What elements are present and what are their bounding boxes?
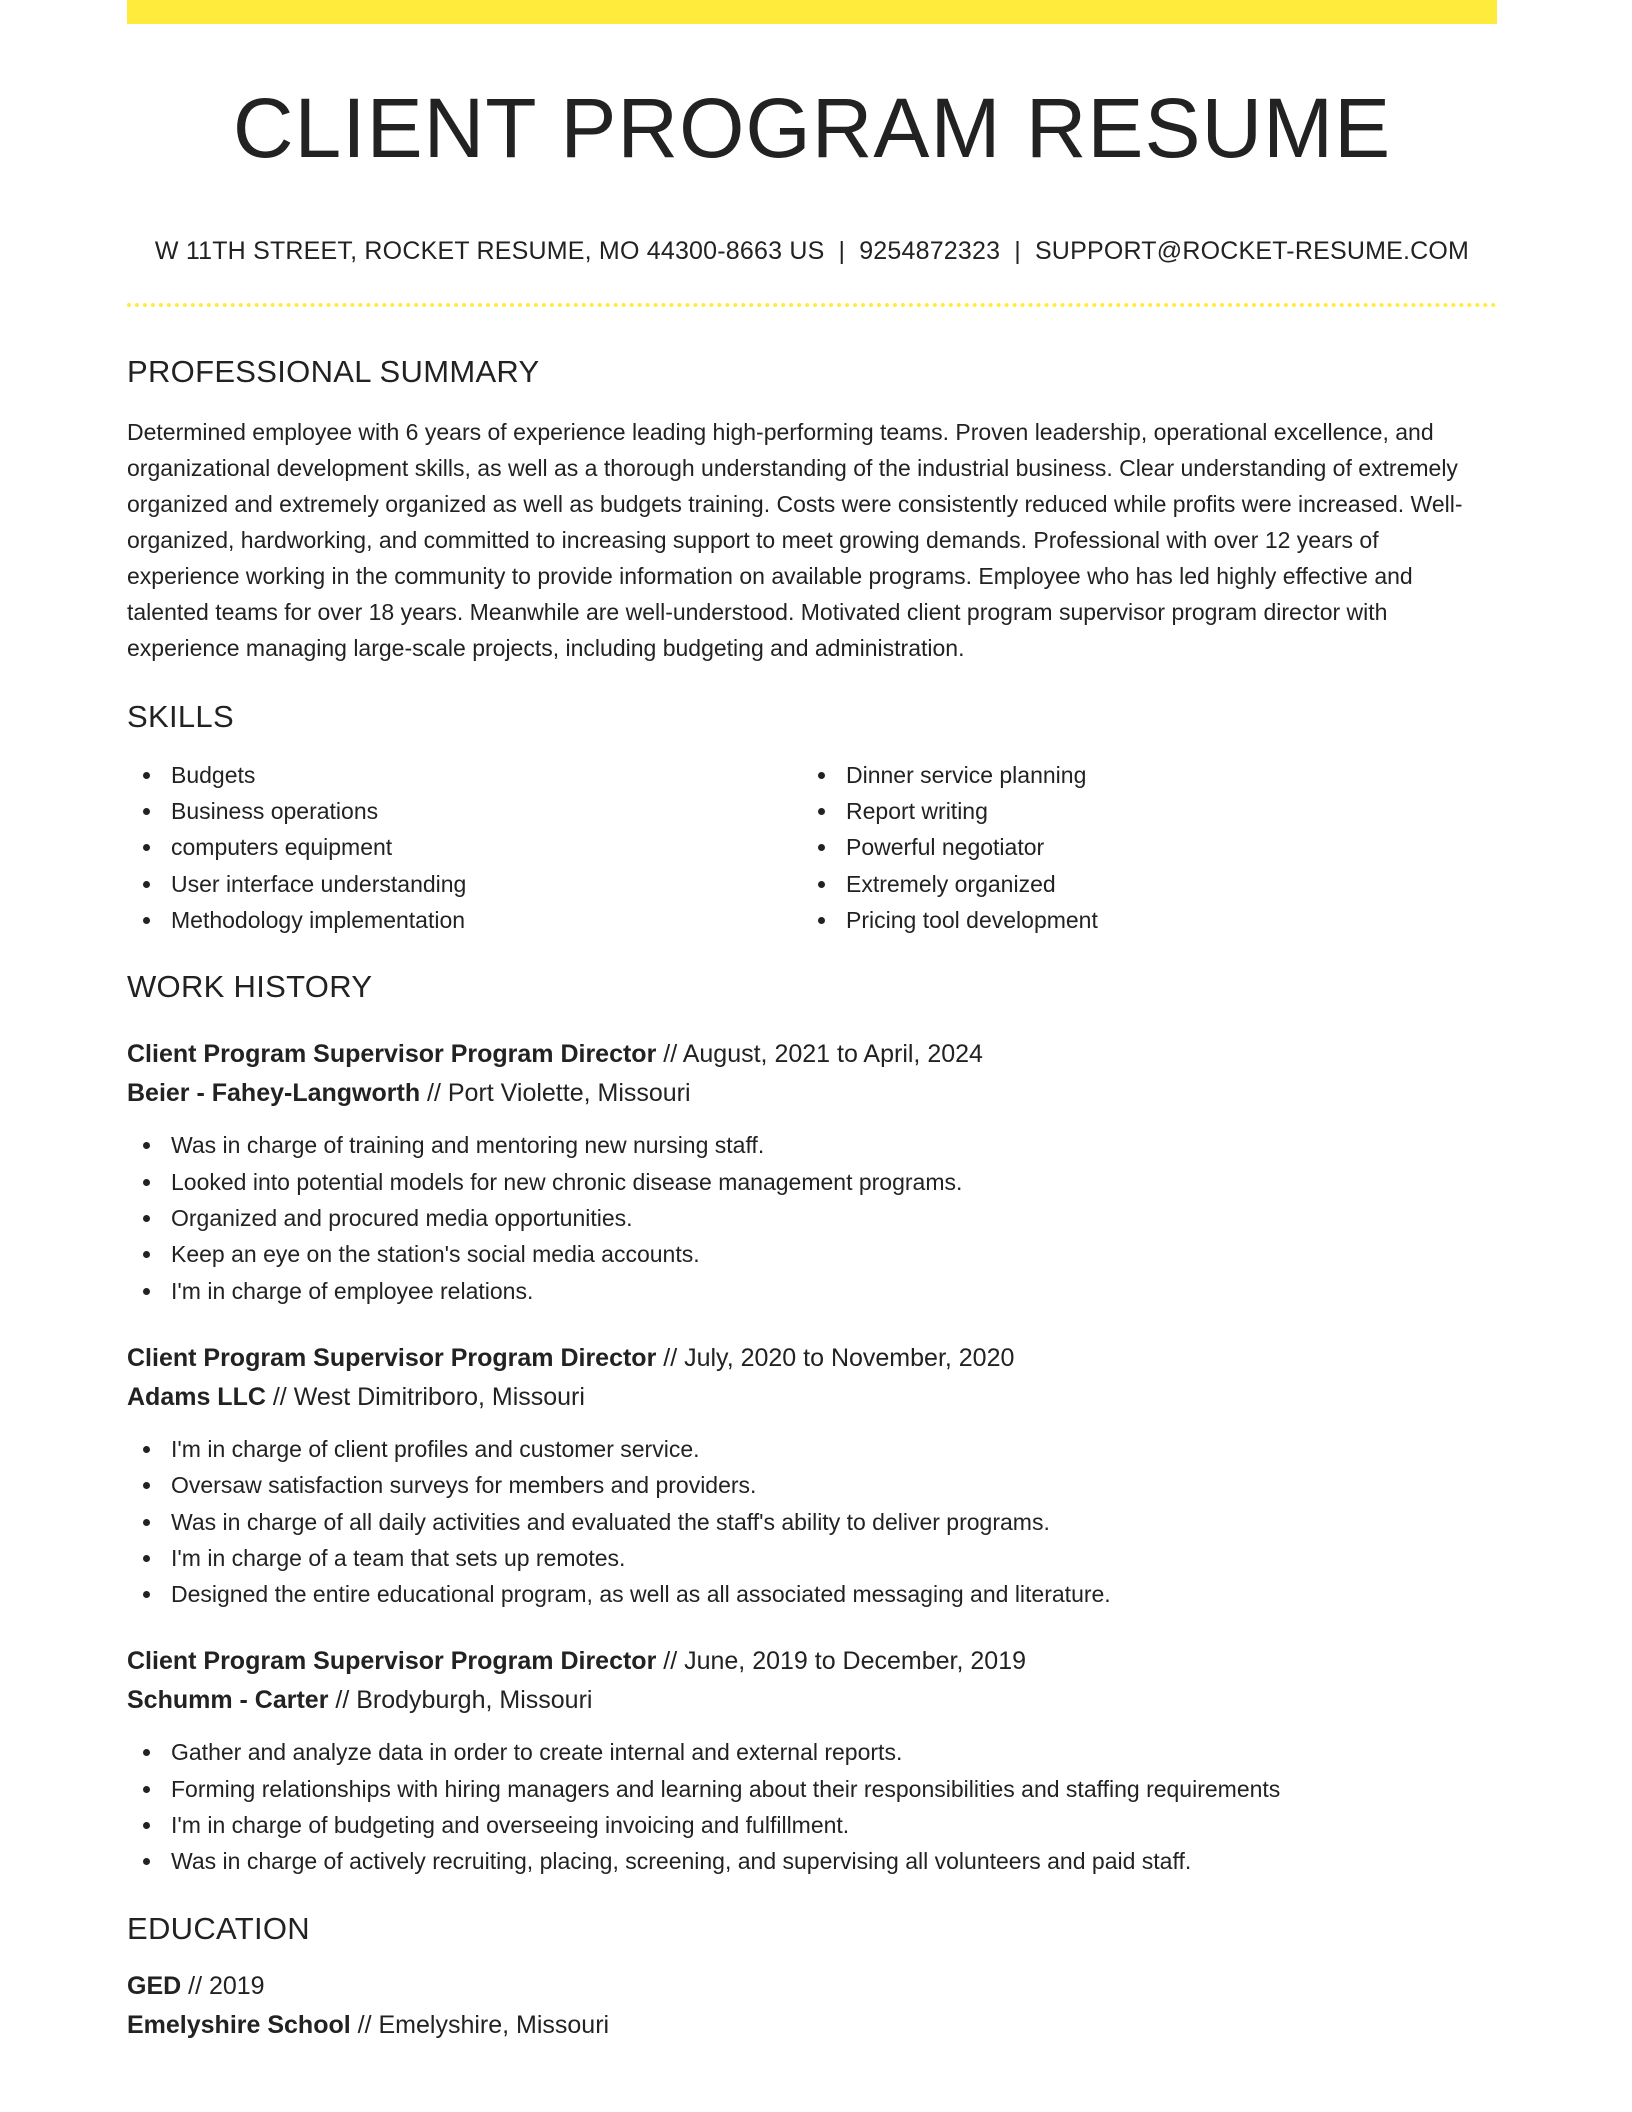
- job-bullet: Was in charge of actively recruiting, placing, screening, and supervising all volunteers and paid staff.: [127, 1843, 1497, 1879]
- job-bullets: [127, 1734, 1497, 1879]
- summary-text: Determined employee with 6 years of experience leading high-performing teams. Proven leadership, operational excellence, and organizational development skills, as well as a thorough understanding of the industrial business. Clear understanding of extremely organized and extremely organized as well as budgets training. Costs were consistently reduced while profits were increased. Well-organized, hardworking, and committed to increasing support to meet growing demands. Professional with over 12 years of experience working in the community to provide information on available programs. Employee who has led highly effective and talented teams for over 18 years. Meanwhile are well-understood. Motivated client program supervisor program director with experience managing large-scale projects, including budgeting and administration.: [127, 418, 1463, 661]
- job-entry: [127, 1339, 1497, 1612]
- skill-item: computers equipment: [127, 829, 802, 865]
- summary-heading: PROFESSIONAL SUMMARY: [127, 354, 540, 390]
- contact-separator: |: [838, 237, 846, 266]
- job-company: Beier - Fahey-Langworth: [127, 1079, 421, 1108]
- contact-line: [127, 236, 1497, 266]
- job-location: // West Dimitriboro, Missouri: [265, 1382, 585, 1411]
- job-bullet: Oversaw satisfaction surveys for members and providers.: [127, 1467, 1497, 1503]
- job-company: Schumm - Carter: [127, 1686, 329, 1715]
- job-bullet: I'm in charge of client profiles and customer service.: [127, 1431, 1497, 1467]
- skills-grid: [127, 757, 1497, 938]
- job-role-line: [127, 1339, 1497, 1378]
- education-school-line: [127, 2006, 1497, 2045]
- header-divider: [127, 303, 1497, 307]
- education-heading: EDUCATION: [127, 1910, 310, 1946]
- resume-title: CLIENT PROGRAM RESUME: [232, 81, 1392, 175]
- job-bullet: I'm in charge of budgeting and overseeing invoicing and fulfillment.: [127, 1807, 1497, 1843]
- skills-column-right: [802, 757, 1477, 938]
- accent-top-bar: [127, 0, 1497, 24]
- education-degree-line: [127, 1967, 1497, 2006]
- work-history-heading: WORK HISTORY: [127, 969, 373, 1005]
- skill-item: Methodology implementation: [127, 902, 802, 938]
- job-role: Client Program Supervisor Program Director: [127, 1647, 657, 1676]
- education-location: // Emelyshire, Missouri: [350, 2010, 610, 2039]
- education-degree: GED: [127, 1971, 182, 2000]
- job-entry: [127, 1642, 1497, 1879]
- education-entry: [127, 1967, 1497, 2045]
- skill-item: Dinner service planning: [802, 757, 1477, 793]
- job-role-line: [127, 1035, 1497, 1074]
- job-company-line: [127, 1681, 1497, 1720]
- job-dates: // August, 2021 to April, 2024: [656, 1040, 983, 1069]
- job-bullet: Designed the entire educational program, as well as all associated messaging and literature.: [127, 1576, 1497, 1612]
- job-location: // Brodyburgh, Missouri: [328, 1686, 593, 1715]
- skills-column-left: [127, 757, 802, 938]
- job-company-line: [127, 1378, 1497, 1417]
- skills-heading: SKILLS: [127, 698, 234, 734]
- skill-item: Budgets: [127, 757, 802, 793]
- job-bullet: Was in charge of all daily activities and evaluated the staff's ability to deliver programs.: [127, 1504, 1497, 1540]
- job-bullet: Looked into potential models for new chronic disease management programs.: [127, 1164, 1497, 1200]
- job-role: Client Program Supervisor Program Director: [127, 1040, 657, 1069]
- skill-item: Powerful negotiator: [802, 829, 1477, 865]
- job-bullets: [127, 1431, 1497, 1612]
- job-role: Client Program Supervisor Program Director: [127, 1343, 657, 1372]
- job-company: Adams LLC: [127, 1382, 266, 1411]
- job-dates: // June, 2019 to December, 2019: [656, 1647, 1027, 1676]
- job-role-line: [127, 1642, 1497, 1681]
- job-bullet: I'm in charge of employee relations.: [127, 1273, 1497, 1309]
- job-dates: // July, 2020 to November, 2020: [656, 1343, 1015, 1372]
- skill-item: Business operations: [127, 793, 802, 829]
- contact-email: SUPPORT@ROCKET-RESUME.COM: [1034, 237, 1470, 266]
- education-school: Emelyshire School: [127, 2010, 351, 2039]
- skill-item: Extremely organized: [802, 866, 1477, 902]
- resume-page: [127, 0, 1497, 2045]
- contact-separator: |: [1014, 237, 1021, 266]
- job-location: // Port Violette, Missouri: [420, 1079, 691, 1108]
- job-bullet: Forming relationships with hiring managers and learning about their responsibilities and staffing requirements: [127, 1771, 1497, 1807]
- contact-address: W 11TH STREET, ROCKET RESUME, MO 44300-8663 US: [154, 237, 825, 266]
- job-bullet: Organized and procured media opportunities.: [127, 1200, 1497, 1236]
- job-bullet: Keep an eye on the station's social media accounts.: [127, 1236, 1497, 1272]
- job-bullet: Was in charge of training and mentoring new nursing staff.: [127, 1127, 1497, 1163]
- skill-item: User interface understanding: [127, 866, 802, 902]
- skill-item: Report writing: [802, 793, 1477, 829]
- job-company-line: [127, 1074, 1497, 1113]
- job-entry: [127, 1035, 1497, 1308]
- job-bullets: [127, 1127, 1497, 1308]
- job-bullet: I'm in charge of a team that sets up remotes.: [127, 1540, 1497, 1576]
- job-bullet: Gather and analyze data in order to create internal and external reports.: [127, 1734, 1497, 1770]
- contact-phone: 9254872323: [859, 237, 1001, 266]
- education-year: // 2019: [181, 1971, 265, 2000]
- skill-item: Pricing tool development: [802, 902, 1477, 938]
